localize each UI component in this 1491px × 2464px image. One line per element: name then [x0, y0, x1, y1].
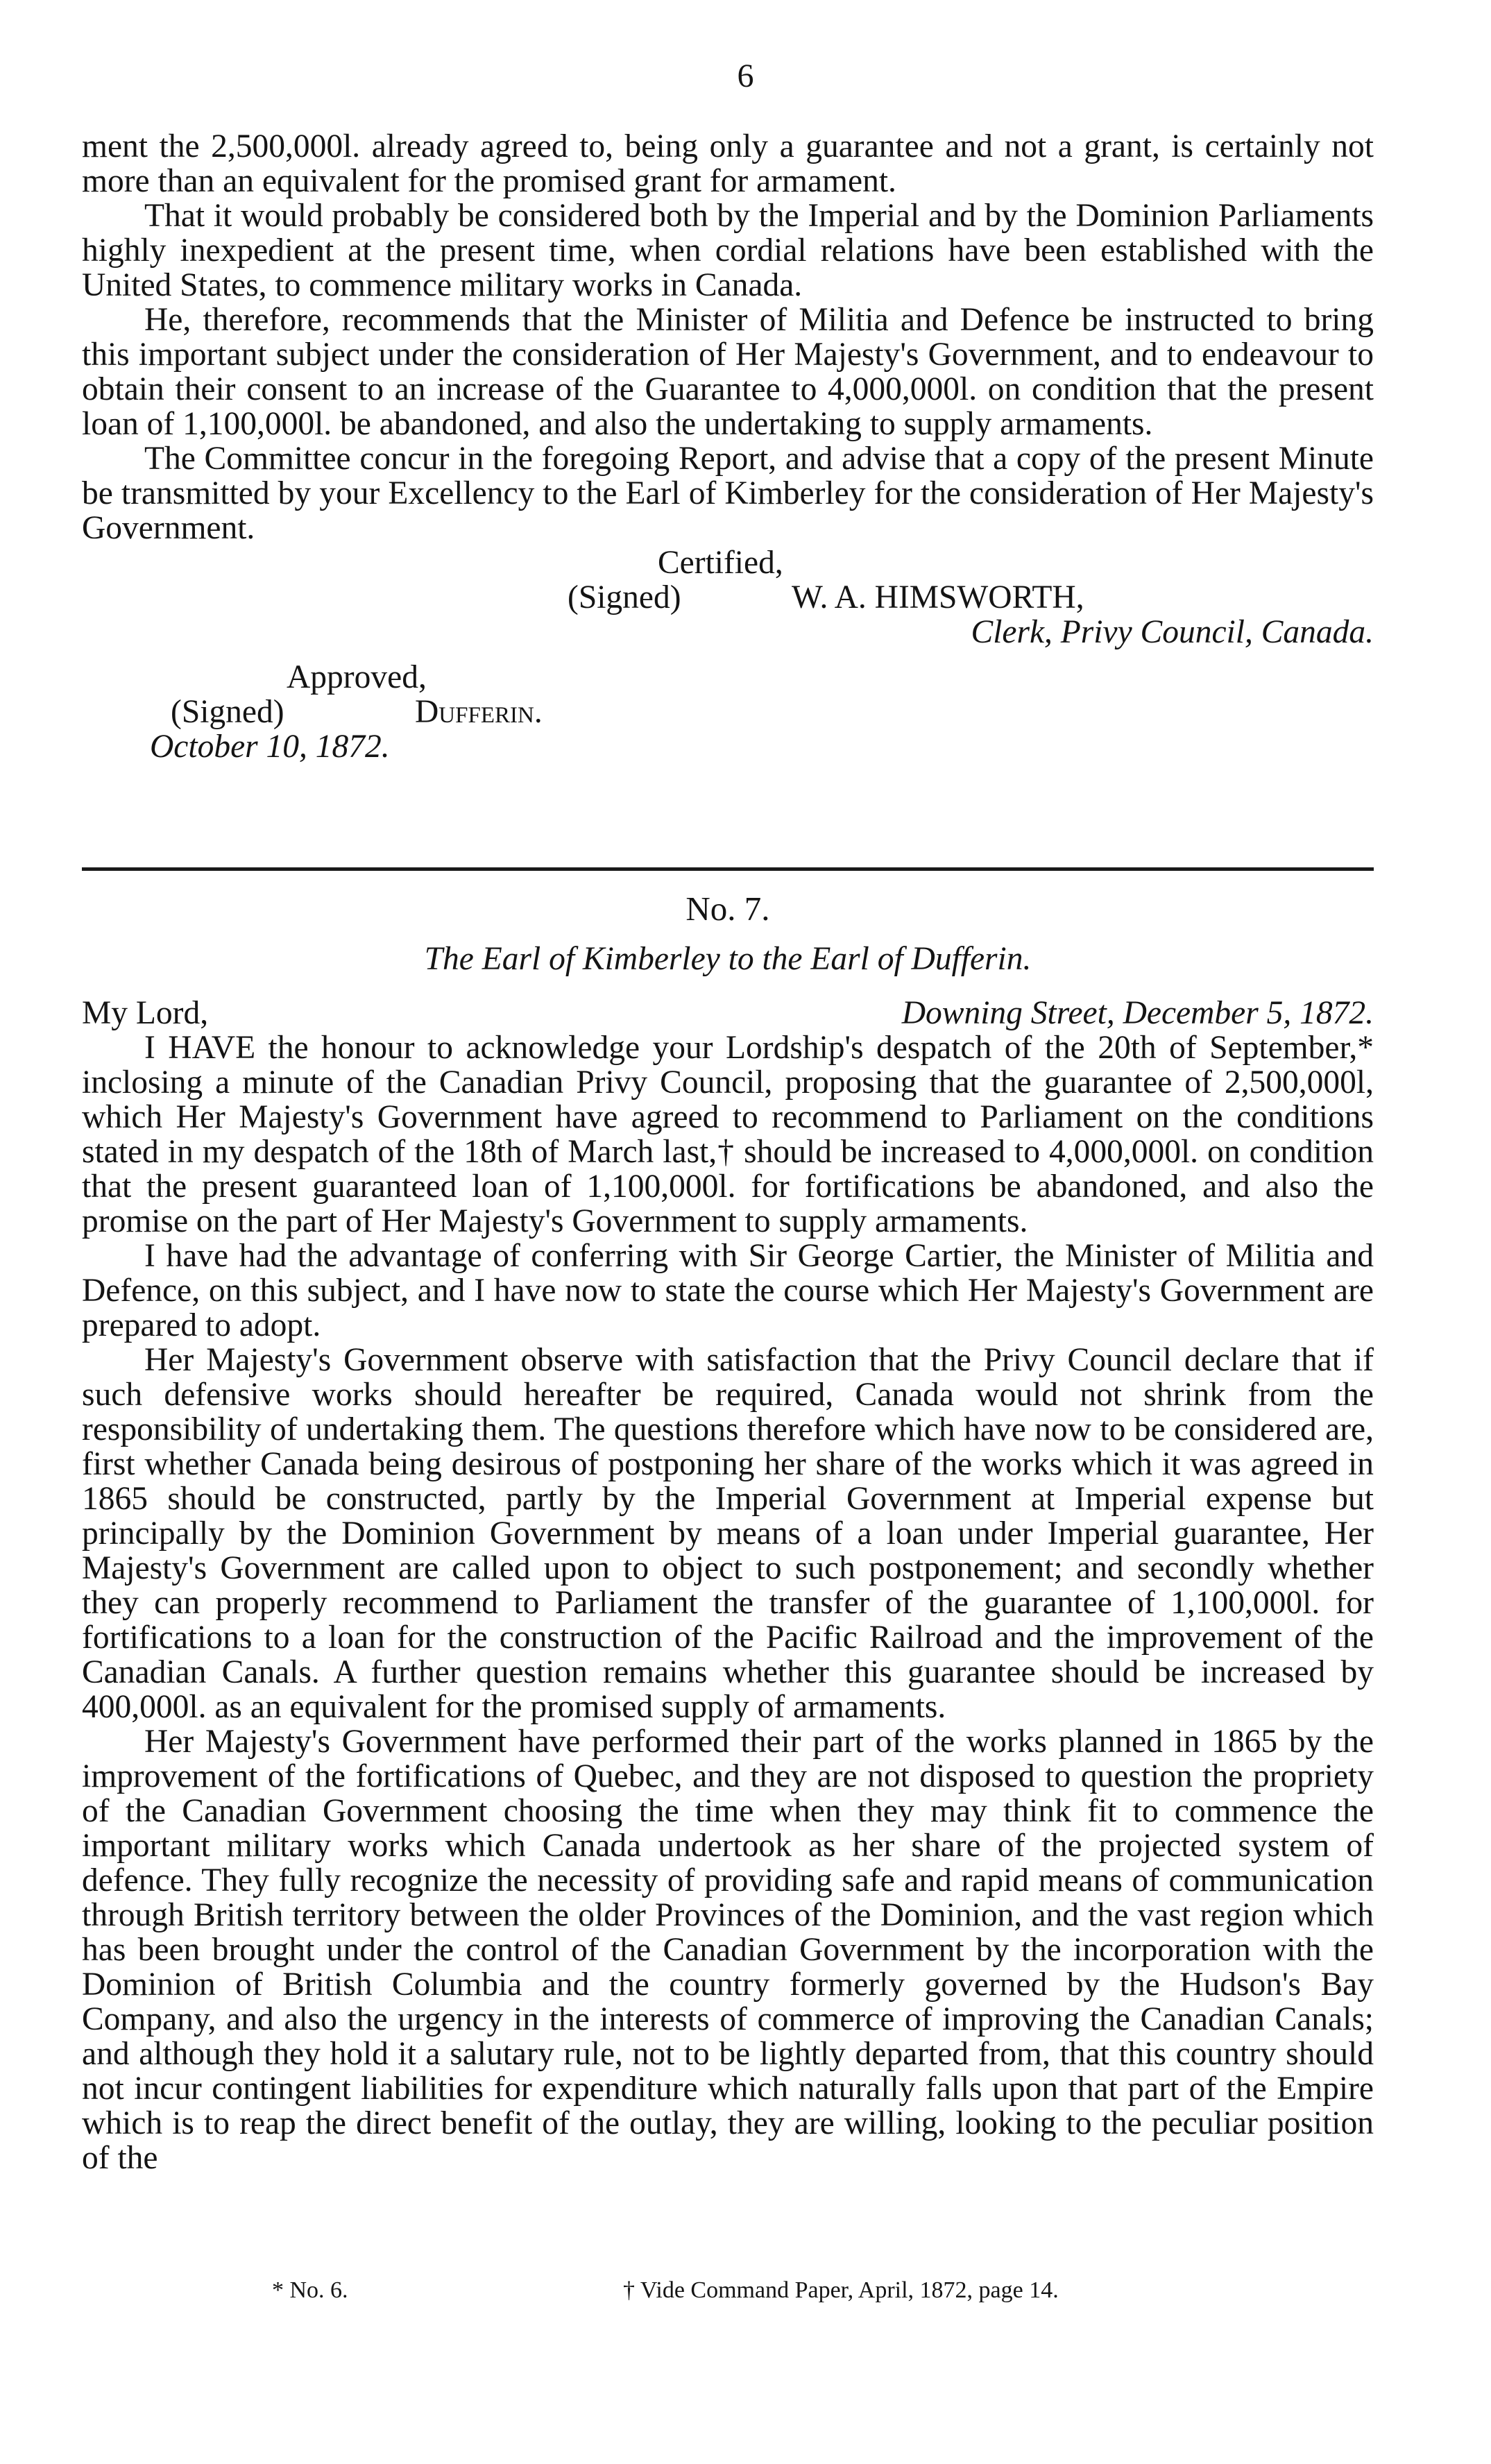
approval-signed-label: (Signed): [171, 694, 284, 730]
salutation: My Lord,: [82, 995, 209, 1031]
despatch-no-7: [82, 892, 1374, 2175]
signatory-role: Clerk, Privy Council, Canada.: [971, 614, 1374, 650]
signed-label: (Signed): [568, 579, 681, 615]
minute-paragraph-1: ment the 2,500,000l. already agreed to, being only a guarantee and not a grant, is certainly not more than an equivalent for the promised grant for armament.: [82, 128, 1374, 199]
footnote-dagger: † Vide Command Paper, April, 1872, page 14.: [623, 2277, 1059, 2303]
minute-paragraph-4: The Committee concur in the foregoing Report, and advise that a copy of the present Minute be transmitted by your Excellency to the Earl of Kimberley for the consideration of Her Majesty's Government.: [82, 441, 1374, 546]
page-number: 6: [737, 58, 754, 94]
approval: [82, 660, 1374, 695]
privy-council-minute: [82, 129, 1374, 764]
footnote-star: * No. 6.: [272, 2277, 348, 2303]
section-divider: [82, 867, 1374, 871]
certified-label: Certified,: [658, 545, 783, 581]
minute-paragraph-3: He, therefore, recommends that the Minister of Militia and Defence be instructed to bring this important subject under the consideration of Her Majesty's Government, and to endeavour to obtain their consent to an increase of the Guarantee to 4,000,000l. on condition that the present loan of 1,100,000l. be abandoned, and also the undertaking to supply armaments.: [82, 302, 1374, 442]
approved-label: Approved,: [287, 659, 427, 695]
despatch-heading: The Earl of Kimberley to the Earl of Dufferin.: [424, 941, 1032, 977]
despatch-number: No. 7.: [685, 890, 770, 928]
despatch-paragraph-3: Her Majesty's Government observe with satisfaction that the Privy Council declare that if such defensive works should hereafter be required, Canada would not shrink from the responsibility of undertaking them. The questions therefore which have now to be considered are, first whether Canada being desirous of postponing her share of the works which it was agreed in 1865 should be constructed, partly by the Imperial Government at Imperial expense but principally by the Dominion Government by means of a loan under Imperial guarantee, Her Majesty's Government are called upon to object to such postponement; and secondly whether they can properly recommend to Parliament the transfer of the guarantee of 1,100,000l. for fortifications to a loan for the construction of the Pacific Railroad and the improvement of the Canadian Canals. A further question remains whether this guarantee should be increased by 400,000l. as an equivalent for the promised supply of armaments.: [82, 1342, 1374, 1725]
approval-date: October 10, 1872.: [150, 729, 390, 765]
certification: [82, 545, 1374, 580]
approver-name: Dufferin.: [415, 694, 543, 730]
despatch-paragraph-4: Her Majesty's Government have performed their part of the works planned in 1865 by the improvement of the fortifications of Quebec, and they are not disposed to question the propriety of the Canadian Government choosing the time when they may think fit to commence the important military works which Canada undertook as her share of the projected system of defence. They fully recognize the necessity of providing safe and rapid means of communication through British territory between the older Provinces of the Dominion, and the vast region which has been brought under the control of the Canadian Government by the incorporation with the Dominion of British Columbia and the country formerly governed by the Hudson's Bay Company, and also the urgency in the interests of commerce of improving the Canadian Canals; and although they hold it a salutary rule, not to be lightly departed from, that this country should not incur contingent liabilities for expenditure which naturally falls upon that part of the Empire which is to reap the direct benefit of the outlay, they are willing, looking to the peculiar position of the: [82, 1724, 1374, 2176]
despatch-paragraph-2: I have had the advantage of conferring with Sir George Cartier, the Minister of Militia and Defence, on this subject, and I have now to state the course which Her Majesty's Government are prepared to adopt.: [82, 1238, 1374, 1343]
place-date: Downing Street, December 5, 1872.: [901, 995, 1374, 1031]
minute-paragraph-2: That it would probably be considered both by the Imperial and by the Dominion Parliaments highly inexpedient at the present time, when cordial relations have been established with the United States, to commence military works in Canada.: [82, 198, 1374, 303]
despatch-paragraph-1: I HAVE the honour to acknowledge your Lordship's despatch of the 20th of September,* inclosing a minute of the Canadian Privy Council, proposing that the guarantee of 2,500,000l, which Her Majesty's Government have agreed to recommend to Parliament on the conditions stated in my despatch of the 18th of March last,† should be increased to 4,000,000l. on condition that the present guaranteed loan of 1,100,000l. for fortifications be abandoned, and also the promise on the part of Her Majesty's Government to supply armaments.: [82, 1030, 1374, 1239]
signatory-name: W. A. HIMSWORTH,: [792, 579, 1084, 615]
